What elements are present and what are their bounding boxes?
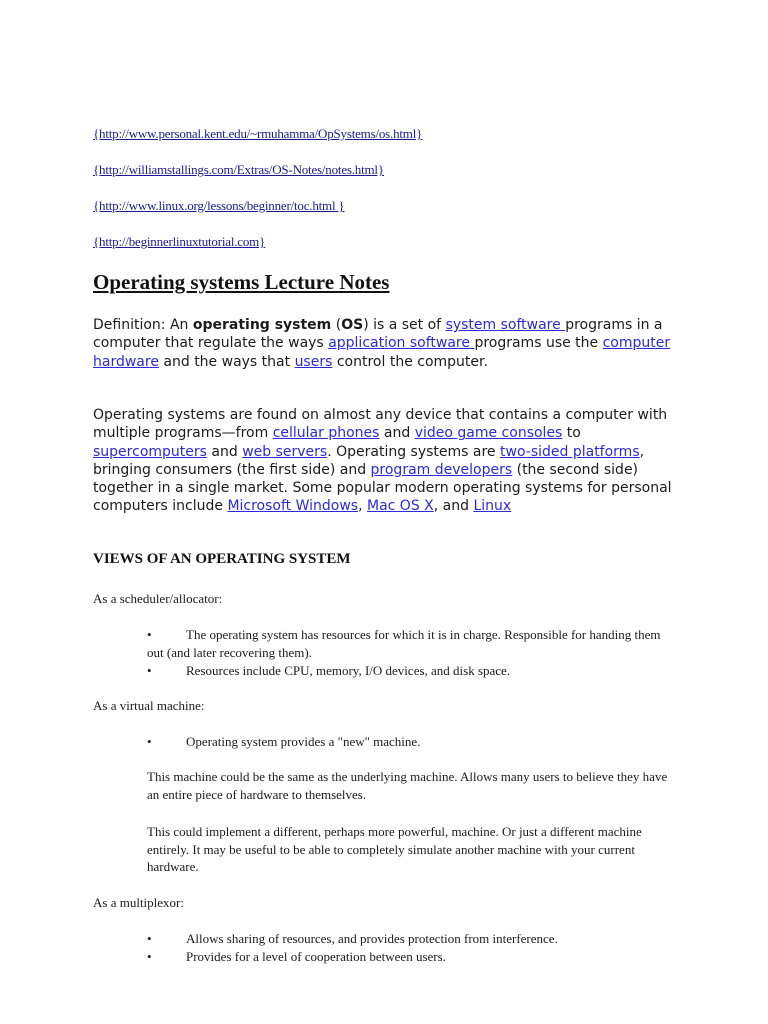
link-linux[interactable]: Linux <box>473 498 512 515</box>
bullet-glyph: • <box>147 734 152 749</box>
link-users[interactable]: users <box>294 353 333 370</box>
list-item <box>147 662 667 680</box>
text: (the second side) together in a single market. Some popular modern operating systems for personal computers include <box>93 461 672 515</box>
reference-link-4[interactable]: {http://beginnerlinuxtutorial.com} <box>93 234 266 249</box>
list-item <box>147 626 667 661</box>
text: ( <box>331 317 342 333</box>
text: , and <box>433 498 474 515</box>
list-item-text: Resources include CPU, memory, I/O devices, and disk space. <box>186 663 511 678</box>
virtual-paragraph-1: This machine could be the same as the underlying machine. Allows many users to believe they have an entire piece of hardware to themselves. <box>147 769 668 802</box>
multiplexor-label: As a multiplexor: <box>93 895 184 910</box>
scheduler-label: As a scheduler/allocator: <box>93 591 223 606</box>
term-bold: operating system <box>192 317 332 333</box>
virtual-machine-label: As a virtual machine: <box>93 698 205 713</box>
link-two-sided-platforms[interactable]: two-sided platforms <box>500 443 640 460</box>
list-item-text: Provides for a level of cooperation between users. <box>186 949 446 964</box>
page-title: Operating systems Lecture Notes <box>93 270 390 294</box>
list-item-text: The operating system has resources for which it is in charge. Responsible for handing them out (and later recovering them). <box>147 627 661 660</box>
link-system-software[interactable]: system software <box>445 317 566 333</box>
virtual-paragraph-2: This could implement a different, perhaps more powerful, machine. Or just a different machine entirely. It may be useful to be able to completely simulate another machine with your current hardware. <box>147 824 642 874</box>
list-item <box>147 733 667 751</box>
text: and <box>206 443 243 460</box>
text: programs in a computer that regulate the ways <box>93 317 663 352</box>
link-application-software[interactable]: application software <box>328 335 475 352</box>
reference-link-1[interactable]: {http://www.personal.kent.edu/~rmuhamma/OpSystems/os.html} <box>93 126 423 141</box>
definition-paragraph <box>93 316 673 371</box>
bullet-glyph: • <box>147 627 152 642</box>
reference-link-3[interactable]: {http://www.linux.org/lessons/beginner/toc.html } <box>93 198 345 213</box>
term-bold: OS <box>341 317 364 333</box>
text: Definition: An <box>93 317 193 333</box>
link-computer-hardware[interactable]: computer hardware <box>93 335 671 370</box>
text: . Operating systems are <box>327 443 500 460</box>
found-paragraph <box>93 406 673 516</box>
text: to <box>562 425 581 442</box>
bullet-glyph: • <box>147 949 152 964</box>
bullet-glyph: • <box>147 663 152 678</box>
link-web-servers[interactable]: web servers <box>242 443 328 460</box>
link-supercomputers[interactable]: supercomputers <box>93 443 207 460</box>
text: control the computer. <box>332 353 488 370</box>
reference-link-2[interactable]: {http://williamstallings.com/Extras/OS-Notes/notes.html} <box>93 162 384 177</box>
text: ) is a set of <box>363 317 446 333</box>
link-video-game-consoles[interactable]: video game consoles <box>414 425 563 442</box>
text: Operating systems are found on almost any device that contains a computer with multiple programs—from <box>93 407 668 442</box>
bullet-glyph: • <box>147 931 152 946</box>
text: , bringing consumers (the first side) and <box>93 443 645 478</box>
section-heading: VIEWS OF AN OPERATING SYSTEM <box>93 551 351 567</box>
link-mac-os-x[interactable]: Mac OS X <box>367 498 434 515</box>
link-program-developers[interactable]: program developers <box>370 461 513 478</box>
list-item <box>147 948 667 966</box>
text: programs use the <box>474 335 603 352</box>
list-item-text: Operating system provides a "new" machine. <box>186 734 421 749</box>
link-cellular-phones[interactable]: cellular phones <box>272 425 380 442</box>
link-microsoft-windows[interactable]: Microsoft Windows <box>227 498 359 515</box>
list-item <box>147 930 667 948</box>
text: and <box>379 425 415 442</box>
list-item-text: Allows sharing of resources, and provides protection from interference. <box>186 931 558 946</box>
text: , <box>358 498 367 515</box>
text: and the ways that <box>158 353 295 370</box>
